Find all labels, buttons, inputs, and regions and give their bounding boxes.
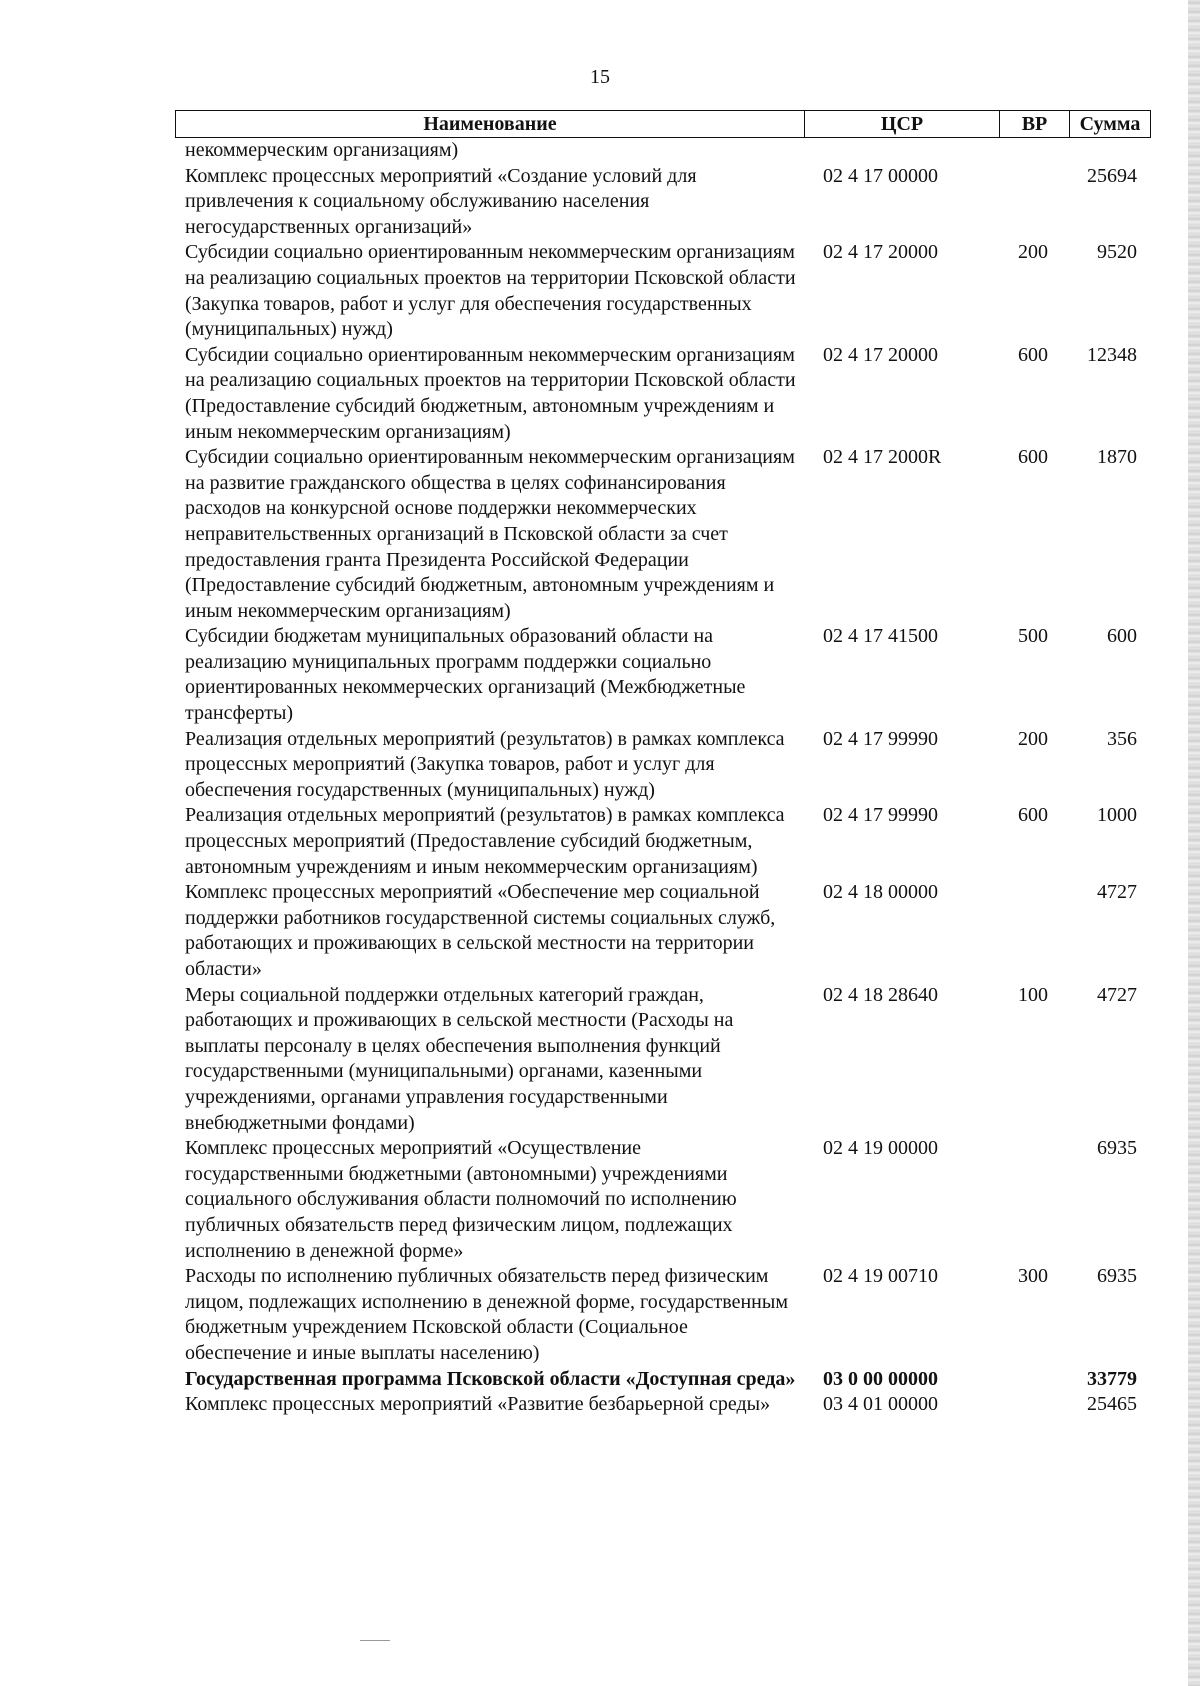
cell-sum: 9520 [1097,241,1137,264]
table-row [175,1264,1151,1366]
cell-sum: 6935 [1097,1137,1137,1160]
cell-csr: 02 4 19 00710 [823,1265,938,1288]
cell-name: Меры социальной поддержки отдельных категорий граждан, работающих и проживающих в сельской местности (Расходы на выплаты персоналу в целях обеспечения выполнения функций государственными (муниципальными) органами, казенными учреждениями, органами управления государственными внебюджетными фондами) [185,983,734,1134]
table-row [175,343,1151,445]
cell-sum: 356 [1107,727,1137,750]
table-body [175,138,1151,1418]
cell-sum: 1870 [1097,446,1137,469]
cell-csr: 03 4 01 00000 [823,1393,938,1416]
cell-vr [998,1392,1068,1418]
cell-vr [998,164,1068,241]
cell-csr: 02 4 17 41500 [823,625,938,648]
cell-csr: 02 4 17 20000 [823,241,938,264]
cell-csr: 03 0 00 00000 [823,1367,938,1390]
cell-csr: 02 4 17 99990 [823,727,938,750]
cell-name: Комплекс процессных мероприятий «Создание условий для привлечения к социальному обслуживанию населения негосударственных организаций» [185,164,697,238]
cell-sum [1068,138,1151,164]
cell-name: Комплекс процессных мероприятий «Развитие безбарьерной среды» [185,1393,771,1416]
table-row [175,624,1151,726]
cell-csr [803,138,998,164]
cell-name: Комплекс процессных мероприятий «Обеспечение мер социальной поддержки работников государственной системы социальных служб, работающих и проживающих в сельской местности на территории области» [185,881,776,980]
header-csr: ЦСР [804,111,999,137]
cell-csr: 02 4 19 00000 [823,1137,938,1160]
cell-sum: 1000 [1097,804,1137,827]
cell-vr: 600 [1018,804,1048,827]
cell-csr: 02 4 17 20000 [823,343,938,366]
table-row [175,138,1151,164]
cell-vr: 300 [1018,1265,1048,1288]
cell-name: Реализация отдельных мероприятий (результатов) в рамках комплекса процессных мероприятий (Закупка товаров, работ и услуг для обеспечения государственных (муниципальных) нужд) [185,727,785,801]
budget-table [175,110,1151,1418]
header-sum: Сумма [1069,111,1150,137]
table-row [175,880,1151,982]
cell-name: Субсидии социально ориентированным некоммерческим организациям на реализацию социальных проектов на территории Псковской области (Закупка товаров, работ и услуг для обеспечения государственных (муниципальных) нужд) [185,241,796,341]
table-row [175,727,1151,804]
cell-sum: 12348 [1087,343,1137,366]
cell-vr: 600 [1018,343,1048,366]
cell-sum: 25694 [1087,164,1137,187]
cell-name: Субсидии социально ориентированным некоммерческим организациям на реализацию социальных проектов на территории Псковской области (Предоставление субсидий бюджетным, автономным учреждениям и иным некоммерческим организациям) [185,343,796,443]
cell-vr [998,1367,1068,1393]
cell-csr: 02 4 18 00000 [823,881,938,904]
cell-vr: 200 [1018,727,1048,750]
cell-csr: 02 4 18 28640 [823,983,938,1006]
cell-vr [998,880,1068,982]
cell-name: Реализация отдельных мероприятий (результатов) в рамках комплекса процессных мероприятий (Предоставление субсидий бюджетным, автономным учреждениям и иным некоммерческим организациям) [185,804,785,878]
table-row [175,1367,1151,1393]
cell-name: Субсидии бюджетам муниципальных образований области на реализацию муниципальных программ поддержки социально ориентированных некоммерческих организаций (Межбюджетные трансферты) [185,625,746,725]
cell-sum: 600 [1107,625,1137,648]
cell-name: Государственная программа Псковской области «Доступная среда» [185,1367,796,1390]
table-row [175,1136,1151,1264]
cell-csr: 02 4 17 2000R [823,446,942,469]
table-row [175,240,1151,342]
header-vr: ВР [999,111,1069,137]
cell-vr: 100 [1018,983,1048,1006]
table-row [175,1392,1151,1418]
cell-name: Расходы по исполнению публичных обязательств перед физическим лицом, подлежащих исполнению в денежной форме, государственным бюджетным учреждением Псковской области (Социальное обеспечение и иные выплаты населению) [185,1265,788,1364]
cell-name: некоммерческим организациям) [185,139,459,161]
cell-name: Комплекс процессных мероприятий «Осуществление государственными бюджетными (автономными) учреждениями социального обслуживания области полномочий по исполнению публичных обязательств перед физическим лицом, подлежащих исполнению в денежной форме» [185,1137,737,1262]
cell-vr [998,1136,1068,1264]
cell-csr: 02 4 17 00000 [823,164,938,187]
cell-sum: 25465 [1087,1393,1137,1416]
page-number: 15 [590,66,610,88]
cell-sum: 4727 [1097,983,1137,1006]
footer-mark [360,1640,390,1641]
cell-vr: 600 [1018,446,1048,469]
table-row [175,983,1151,1137]
table-row [175,164,1151,241]
cell-vr: 500 [1018,625,1048,648]
cell-vr [998,138,1068,164]
cell-sum: 4727 [1097,881,1137,904]
table-header [175,110,1151,138]
cell-vr: 200 [1018,241,1048,264]
cell-name: Субсидии социально ориентированным некоммерческим организациям на развитие гражданского общества в целях софинансирования расходов на конкурсной основе поддержки некоммерческих неправительственных организаций в Псковской области за счет предоставления гранта Президента Российской Федерации (Предоставление субсидий бюджетным, автономным учреждениям и иным некоммерческим организациям) [185,446,795,622]
header-name: Наименование [423,113,557,135]
scan-edge-decoration [1188,0,1200,1686]
table-row [175,445,1151,624]
cell-csr: 02 4 17 99990 [823,804,938,827]
table-row [175,803,1151,880]
cell-sum: 6935 [1097,1265,1137,1288]
cell-sum: 33779 [1087,1367,1137,1390]
